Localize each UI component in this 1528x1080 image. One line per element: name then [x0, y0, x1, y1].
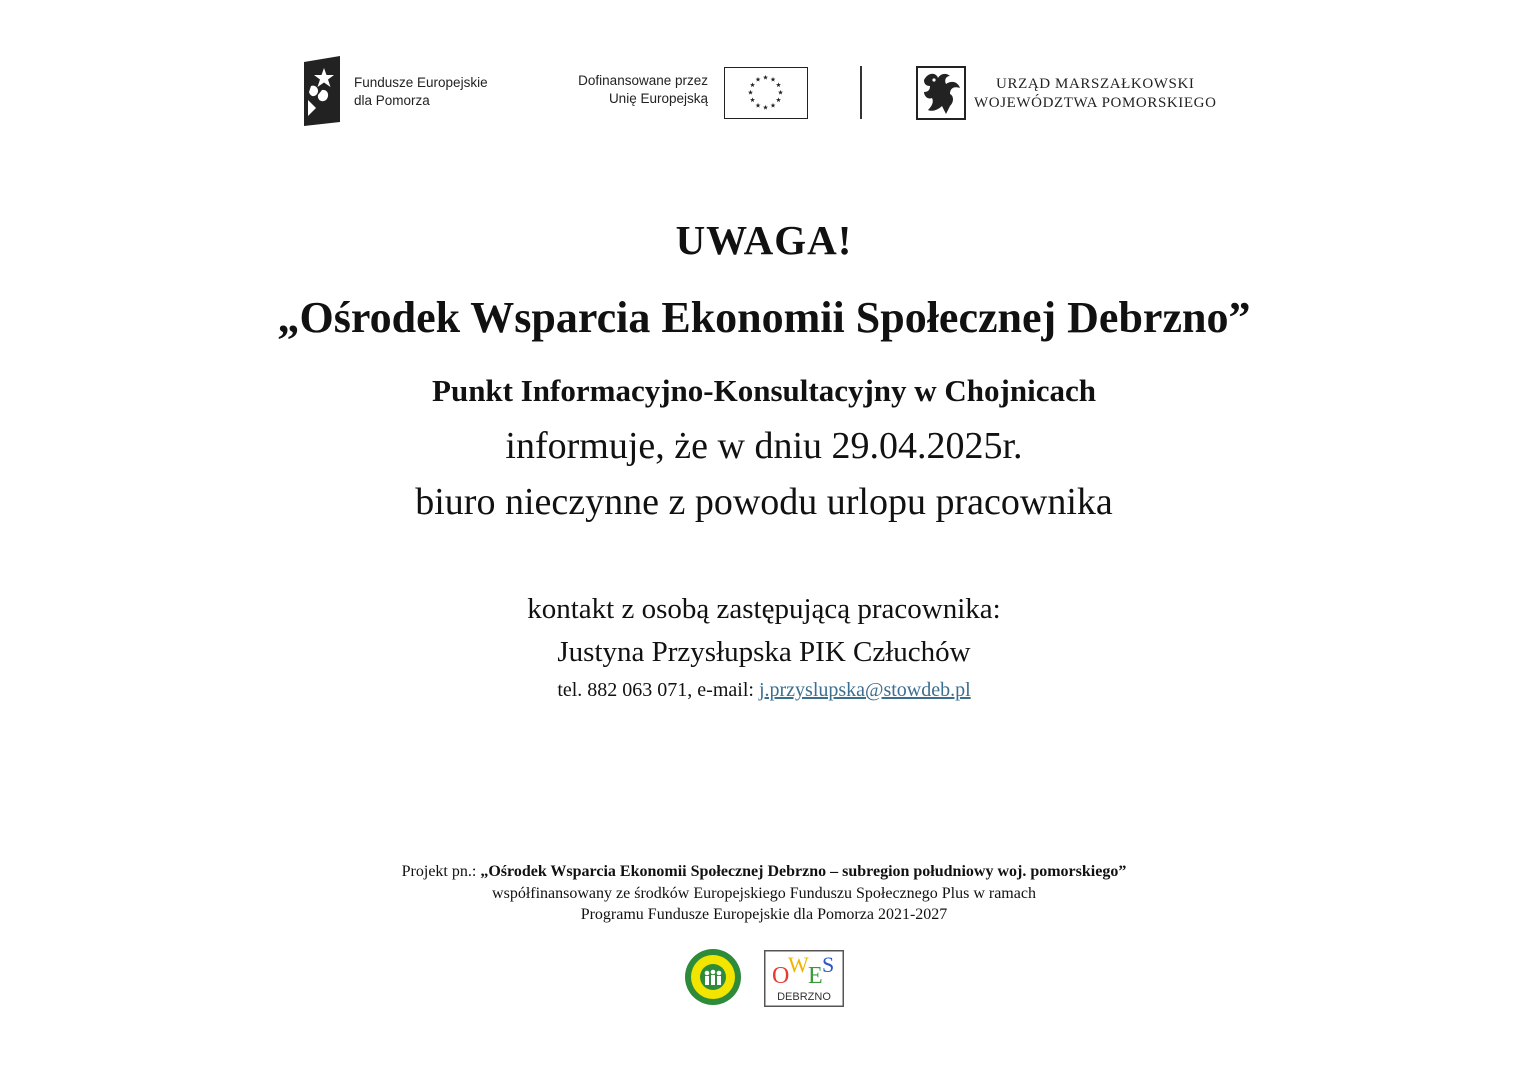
closure-date-line: informuje, że w dniu 29.04.2025r. — [505, 425, 1023, 467]
eu-star-icon — [748, 90, 753, 95]
eu-star-icon — [776, 97, 781, 102]
um-logo-line-2: WOJEWÓDZTWA POMORSKIEGO — [974, 95, 1217, 111]
fe-logo-line-2: dla Pomorza — [354, 93, 430, 108]
stowarzyszenie-logo — [684, 948, 742, 1006]
project-name: „Ośrodek Wsparcia Ekonomii Społecznej Debrzno – subregion południowy woj. pomorskiego” — [480, 863, 1127, 880]
owes-letter-o: O — [772, 963, 790, 989]
email-link[interactable]: j.przyslupska@stowdeb.pl — [758, 679, 971, 701]
eu-star-icon — [756, 77, 761, 82]
fundusze-europejskie-logo — [302, 56, 522, 126]
eu-star-icon — [763, 75, 768, 80]
project-programme-line: Programu Fundusze Europejskie dla Pomorza 2021-2027 — [580, 906, 948, 923]
eu-logo-line-1: Dofinansowane przez — [578, 73, 708, 88]
eu-logo-line-2: Unię Europejską — [608, 91, 708, 106]
eu-flag-icon — [724, 67, 808, 119]
eu-star-icon — [778, 90, 783, 95]
substitute-contact-person: Justyna Przysłupska PIK Człuchów — [557, 636, 971, 668]
substitute-contact-label: kontakt z osobą zastępującą pracownika: — [527, 593, 1001, 625]
eu-cofinancing-logo — [546, 67, 808, 121]
contact-details — [0, 679, 1528, 702]
eu-star-icon — [776, 82, 781, 87]
fe-star-flag-icon — [302, 56, 342, 126]
information-point-name: Punkt Informacyjno-Konsultacyjny w Chojnicach — [432, 373, 1096, 408]
um-logo-line-1: URZĄD MARSZAŁKOWSKI — [996, 76, 1195, 92]
eu-star-icon — [750, 97, 755, 102]
owes-letter-s: S — [822, 952, 835, 977]
notice-heading: UWAGA! — [675, 217, 853, 263]
owes-letter-e: E — [808, 963, 823, 989]
phone-number-text: tel. 882 063 071, e-mail: — [557, 679, 759, 701]
urzad-marszalkowski-logo — [916, 66, 1236, 122]
stowarzyszenie-round-emblem-icon — [684, 948, 742, 1006]
owes-logo-mark — [764, 950, 844, 1007]
eu-star-icon — [750, 82, 755, 87]
owes-logo-subtitle: DEBRZNO — [777, 991, 831, 1003]
project-funding-line: współfinansowany ze środków Europejskiego Funduszu Społecznego Plus w ramach — [492, 885, 1036, 902]
um-logo-text — [974, 75, 1217, 113]
eu-star-icon — [771, 103, 776, 108]
owes-letter-w: W — [788, 952, 809, 977]
eu-star-icon — [756, 103, 761, 108]
owes-debrzno-logo — [764, 950, 844, 1007]
organization-name: „Ośrodek Wsparcia Ekonomii Społecznej Debrzno” — [277, 293, 1251, 342]
fe-logo-text — [354, 74, 488, 110]
fe-logo-line-1: Fundusze Europejskie — [354, 75, 488, 90]
closure-reason-line: biuro nieczynne z powodu urlopu pracownika — [415, 481, 1113, 523]
eu-star-icon — [771, 77, 776, 82]
project-prefix: Projekt pn.: — [401, 863, 481, 880]
griffin-coat-of-arms-icon — [916, 66, 966, 120]
eu-star-icon — [763, 105, 768, 110]
header-divider — [860, 66, 862, 119]
eu-logo-text — [578, 72, 708, 108]
project-title-line — [0, 863, 1528, 881]
eu-stars-circle — [725, 68, 806, 117]
